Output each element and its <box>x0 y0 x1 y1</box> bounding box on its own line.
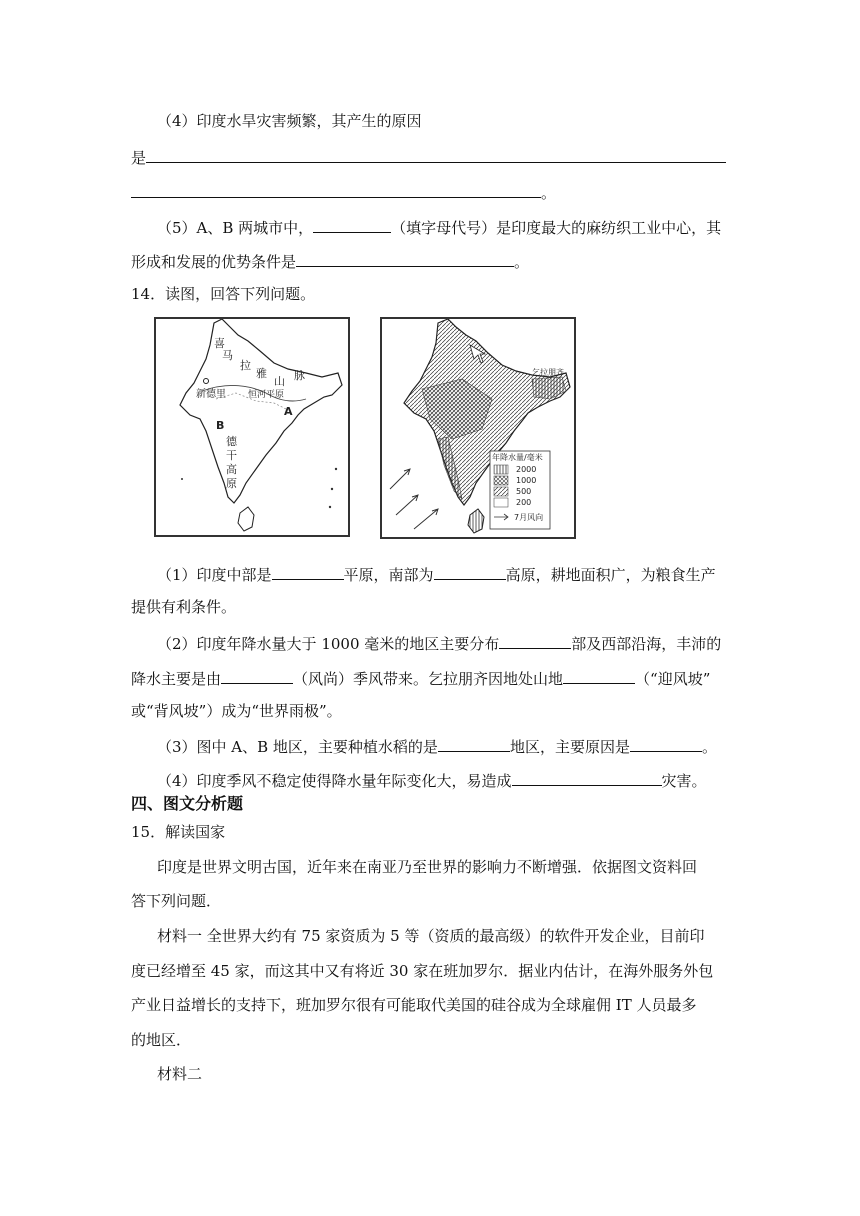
legend-swatch <box>494 498 508 507</box>
q14-sub2-text-c: 降水主要是由 <box>131 670 222 688</box>
legend-value: 200 <box>516 498 532 507</box>
map1-label: 拉 <box>240 359 251 372</box>
island-dot <box>329 506 331 508</box>
q14-sub3 <box>157 735 717 757</box>
legend-value: 2000 <box>516 465 537 474</box>
legend-value: 1000 <box>516 476 537 485</box>
q13-part4-line1 <box>157 111 422 131</box>
newdelhi-marker <box>204 379 209 384</box>
map1-label-a: A <box>284 405 293 418</box>
legend-wind: 7月风向 <box>514 513 544 522</box>
q14-sub1-line1 <box>157 563 716 585</box>
q14-sub4 <box>157 769 707 791</box>
monsoon-arrow-icon <box>396 495 418 515</box>
map1-label: 马 <box>222 349 233 362</box>
india-rainfall-svg <box>382 319 574 537</box>
wind-arrows <box>390 469 438 529</box>
q13-part4-text: （4）印度水旱灾害频繁，其产生的原因 <box>157 112 422 130</box>
q15-material1-line2: 度已经增至 45 家，而这其中又有将近 30 家在班加罗尔．据业内估计，在海外服务外包 <box>131 962 714 980</box>
q14-sub2-text-b: 部及西部沿海，丰沛的 <box>571 635 722 653</box>
q14-sub2-text-e: （“迎风坡” <box>635 670 711 688</box>
answer-blank[interactable] <box>438 735 510 752</box>
q14-sub1-text-a: （1）印度中部是 <box>157 566 272 584</box>
q13-part5-text-b: （填字母代号）是印度最大的麻纺织工业中心，其 <box>391 219 722 237</box>
map2-label-cherrapunji: 乞拉朋齐 <box>532 368 564 377</box>
india-terrain-svg <box>156 319 348 535</box>
monsoon-arrow-icon <box>390 469 410 489</box>
q13-part5-end: 。 <box>514 253 530 271</box>
q15-material1-line1: 材料一 全世界大约有 75 家资质为 5 等（资质的最高级）的软件开发企业，目前印 <box>157 927 705 945</box>
answer-blank[interactable] <box>221 667 293 684</box>
q15-intro-line2: 答下列问题． <box>131 892 222 910</box>
q13-part5-line1 <box>157 216 721 238</box>
legend-swatch <box>494 487 508 496</box>
q14-sub1-text-c: 高原，耕地面积广，为粮食生产 <box>505 566 716 584</box>
island-dot <box>181 478 183 480</box>
legend-value: 500 <box>516 487 532 496</box>
answer-blank[interactable] <box>630 735 702 752</box>
map1-label: 原 <box>226 477 237 490</box>
answer-blank[interactable] <box>313 216 391 233</box>
map1-label: 山 <box>274 375 285 388</box>
q15-material1-line3: 产业日益增长的支持下，班加罗尔很有可能取代美国的硅谷成为全球雇佣 IT 人员最多 <box>131 996 697 1014</box>
map-india-rainfall <box>380 317 576 539</box>
monsoon-arrow-icon <box>414 509 438 529</box>
sri-lanka-outline <box>238 507 254 531</box>
answer-blank[interactable] <box>146 146 726 163</box>
q14-sub2-text-d: （风尚）季风带来。乞拉朋齐因地处山地 <box>293 670 564 688</box>
map1-label: 德 <box>226 435 237 448</box>
sri-lanka-outline <box>468 509 484 533</box>
answer-blank[interactable] <box>272 563 344 580</box>
answer-blank[interactable] <box>434 563 506 580</box>
island-dot <box>335 468 337 470</box>
q14-sub4-text-b: 灾害。 <box>661 772 707 790</box>
island-dot <box>331 488 333 490</box>
q14-sub2-line3: 或“背风坡”）成为“世界雨极”。 <box>131 702 342 720</box>
legend-swatch <box>494 465 508 474</box>
q14-sub2-line1 <box>157 632 721 654</box>
q13-part4-end: 。 <box>541 184 557 202</box>
legend-title: 年降水量/毫米 <box>492 453 543 462</box>
map1-label: 脉 <box>294 369 305 382</box>
answer-blank[interactable] <box>512 769 662 786</box>
q14-sub2-text-a: （2）印度年降水量大于 1000 毫米的地区主要分布 <box>157 635 500 653</box>
q15-material2: 材料二 <box>157 1065 203 1083</box>
q14-sub3-text-b: 地区，主要原因是 <box>509 738 630 756</box>
q13-part5-line2 <box>131 250 529 272</box>
map1-label: 喜 <box>214 337 225 350</box>
q14-sub1-line2: 提供有利条件。 <box>131 598 237 616</box>
q14-title: 14．读图，回答下列问题。 <box>131 285 316 303</box>
india-outline <box>180 319 342 503</box>
answer-blank[interactable] <box>563 667 635 684</box>
q13-part5-text-a: （5）A、B 两城市中， <box>157 219 314 237</box>
section-heading: 四、图文分析题 <box>131 794 244 813</box>
q13-part5-text-c: 形成和发展的优势条件是 <box>131 253 297 271</box>
answer-blank[interactable] <box>131 181 541 198</box>
q14-sub2-line2 <box>131 667 710 689</box>
map1-label: 干 <box>226 449 237 462</box>
rainfall-legend <box>490 451 550 529</box>
q15-title: 15．解读国家 <box>131 823 226 841</box>
map-india-terrain <box>154 317 350 537</box>
answer-blank[interactable] <box>499 632 571 649</box>
q14-sub3-end: 。 <box>701 738 717 756</box>
map1-label: 雅 <box>256 367 267 380</box>
q14-sub4-text-a: （4）印度季风不稳定使得降水量年际变化大，易造成 <box>157 772 512 790</box>
map1-label-b: B <box>216 419 225 432</box>
map1-label-ganges: 恒河平原 <box>248 390 285 400</box>
q15-intro-line1: 印度是世界文明古国，近年来在南亚乃至世界的影响力不断增强．依据图文资料回 <box>157 858 698 876</box>
q14-sub3-text-a: （3）图中 A、B 地区，主要种植水稻的是 <box>157 738 438 756</box>
q13-part4-line2 <box>131 146 726 168</box>
map1-label: 高 <box>226 463 237 476</box>
q13-part4-is: 是 <box>131 149 147 167</box>
legend-swatch <box>494 476 508 485</box>
map1-label-newdelhi: 新德里 <box>196 389 226 400</box>
q15-material1-line4: 的地区． <box>131 1031 192 1049</box>
answer-blank[interactable] <box>296 250 514 267</box>
q14-sub1-text-b: 平原，南部为 <box>343 566 434 584</box>
q13-part4-line3 <box>131 181 556 203</box>
